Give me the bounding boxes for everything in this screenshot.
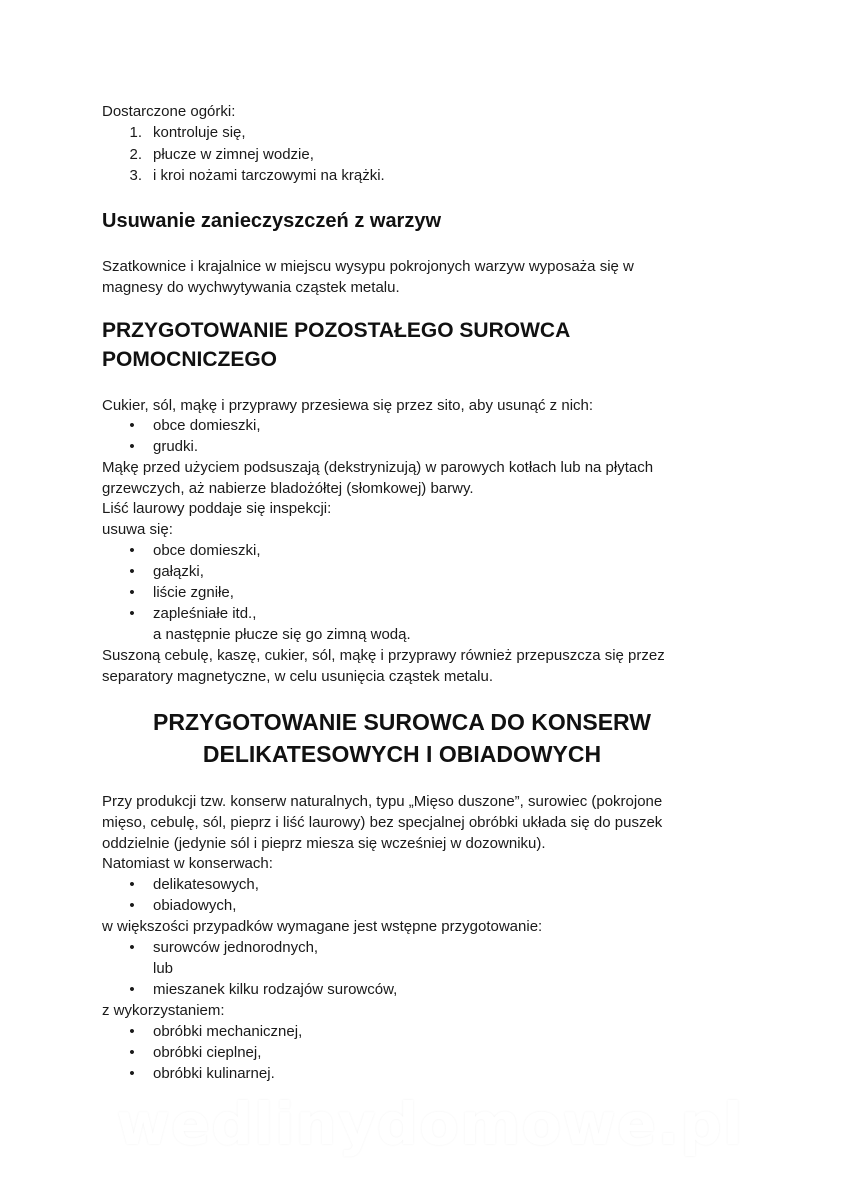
bullet-icon: • [129, 605, 135, 622]
list-text: obce domieszki, [153, 542, 261, 559]
bullet-icon: • [129, 981, 135, 998]
paragraph-line: Suszoną cebulę, kaszę, cukier, sól, mąkę i przyprawy również przepuszcza się przez [102, 647, 665, 664]
bullet-icon: • [129, 563, 135, 580]
paragraph-line: oddzielnie (jedynie sól i pieprz miesza się wcześniej w dozowniku). [102, 835, 546, 852]
bullet-icon: • [129, 584, 135, 601]
intro-lead: Dostarczone ogórki: [102, 103, 236, 120]
list-text: obce domieszki, [153, 417, 261, 434]
list-number: 3. [129, 167, 142, 184]
bullet-icon: • [129, 939, 135, 956]
list-text: obiadowych, [153, 897, 237, 914]
section-heading: DELIKATESOWYCH I OBIADOWYCH [202, 741, 602, 767]
list-text: i kroi nożami tarczowymi na krążki. [153, 167, 385, 184]
paragraph-line: Przy produkcji tzw. konserw naturalnych, typu „Mięso duszone”, surowiec (pokrojone [102, 793, 663, 810]
list-text: delikatesowych, [153, 876, 259, 893]
list-text: zapleśniałe itd., [153, 605, 257, 622]
paragraph-line: separatory magnetyczne, w celu usunięcia cząstek metalu. [102, 668, 494, 685]
section-heading: Usuwanie zanieczyszczeń z warzyw [102, 210, 442, 232]
bullet-icon: • [129, 417, 135, 434]
section-heading: PRZYGOTOWANIE POZOSTAŁEGO SUROWCA [102, 319, 571, 342]
list-number: 2. [129, 146, 142, 163]
section-heading: POMOCNICZEGO [102, 348, 278, 371]
paragraph-line: mięso, cebulę, sól, pieprz i liść laurowy) bez specjalnej obróbki układa się do puszek [102, 814, 663, 831]
bullet-icon: • [129, 1065, 135, 1082]
watermark: wedlinydomowe.pl [116, 1090, 744, 1158]
paragraph-line: Cukier, sól, mąkę i przyprawy przesiewa się przez sito, aby usunąć z nich: [102, 397, 594, 414]
list-text: obróbki cieplnej, [153, 1044, 262, 1061]
list-text: liście zgniłe, [153, 584, 234, 601]
list-text: obróbki kulinarnej. [153, 1065, 275, 1082]
bullet-icon: • [129, 1023, 135, 1040]
paragraph-line: Szatkownice i krajalnice w miejscu wysypu pokrojonych warzyw wyposaża się w [102, 258, 634, 275]
paragraph-line: magnesy do wychwytywania cząstek metalu. [102, 279, 400, 296]
paragraph-line: usuwa się: [102, 521, 173, 538]
list-text: mieszanek kilku rodzajów surowców, [153, 981, 398, 998]
paragraph-line: Natomiast w konserwach: [102, 855, 273, 872]
list-text: a następnie płucze się go zimną wodą. [153, 626, 411, 643]
list-text: grudki. [153, 438, 199, 455]
list-text: kontroluje się, [153, 124, 246, 141]
paragraph-line: grzewczych, aż nabierze bladożółtej (słomkowej) barwy. [102, 480, 474, 497]
bullet-icon: • [129, 897, 135, 914]
bullet-icon: • [129, 1044, 135, 1061]
bullet-icon: • [129, 438, 135, 455]
list-text: płucze w zimnej wodzie, [153, 146, 314, 163]
list-number: 1. [129, 124, 142, 141]
list-text: gałązki, [153, 563, 204, 580]
bullet-icon: • [129, 542, 135, 559]
bullet-icon: • [129, 876, 135, 893]
section-heading: PRZYGOTOWANIE SUROWCA DO KONSERW [153, 709, 651, 735]
paragraph-line: z wykorzystaniem: [102, 1002, 225, 1019]
paragraph-line: w większości przypadków wymagane jest wstępne przygotowanie: [102, 918, 543, 935]
list-text: obróbki mechanicznej, [153, 1023, 303, 1040]
paragraph-line: Mąkę przed użyciem podsuszają (dekstrynizują) w parowych kotłach lub na płytach [102, 459, 654, 476]
list-text: lub [153, 960, 174, 977]
paragraph-line: Liść laurowy poddaje się inspekcji: [102, 500, 332, 517]
list-text: surowców jednorodnych, [153, 939, 319, 956]
